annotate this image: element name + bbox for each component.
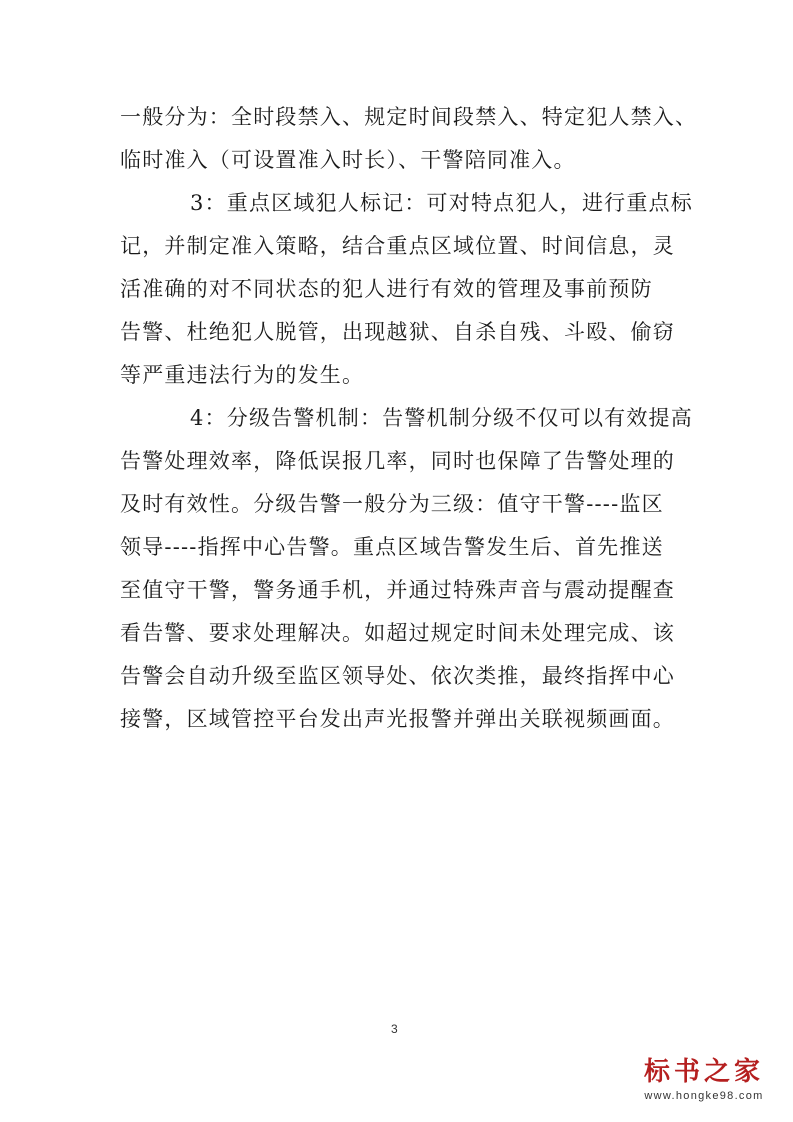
text-line: 告警、杜绝犯人脱管，出现越狱、自杀自残、斗殴、偷窃: [120, 320, 675, 344]
text-line: 及时有效性。分级告警一般分为三级：值守干警----监区: [120, 492, 664, 516]
text-line: 记，并制定准入策略，结合重点区域位置、时间信息，灵: [120, 234, 675, 258]
text-line: 领导----指挥中心告警。重点区域告警发生后、首先推送: [120, 535, 664, 559]
text-line: 告警处理效率，降低误报几率，同时也保障了告警处理的: [120, 449, 675, 473]
text-line: 活准确的对不同状态的犯人进行有效的管理及事前预防: [120, 277, 653, 301]
paragraph-4-start: 4：分级告警机制：告警机制分级不仅可以有效提高: [190, 406, 693, 430]
watermark-url: www.hongke98.com: [644, 1090, 764, 1102]
watermark-logo: [629, 1056, 779, 1114]
paragraph-3-start: 3：重点区域犯人标记：可对特点犯人，进行重点标: [190, 191, 693, 215]
text-line: 至值守干警，警务通手机，并通过特殊声音与震动提醒查: [120, 578, 675, 602]
text-line: 看告警、要求处理解决。如超过规定时间未处理完成、该: [120, 621, 675, 645]
text-line: 临时准入（可设置准入时长）、干警陪同准入。: [120, 148, 576, 172]
text-line: 接警，区域管控平台发出声光报警并弹出关联视频画面。: [120, 707, 675, 731]
page-number: 3: [391, 1022, 398, 1036]
text-line: 告警会自动升级至监区领导处、依次类推，最终指挥中心: [120, 664, 675, 688]
watermark-title: 标书之家: [643, 1057, 764, 1087]
text-line: 等严重违法行为的发生。: [120, 363, 365, 387]
text-line: 一般分为：全时段禁入、规定时间段禁入、特定犯人禁入、: [120, 105, 698, 129]
